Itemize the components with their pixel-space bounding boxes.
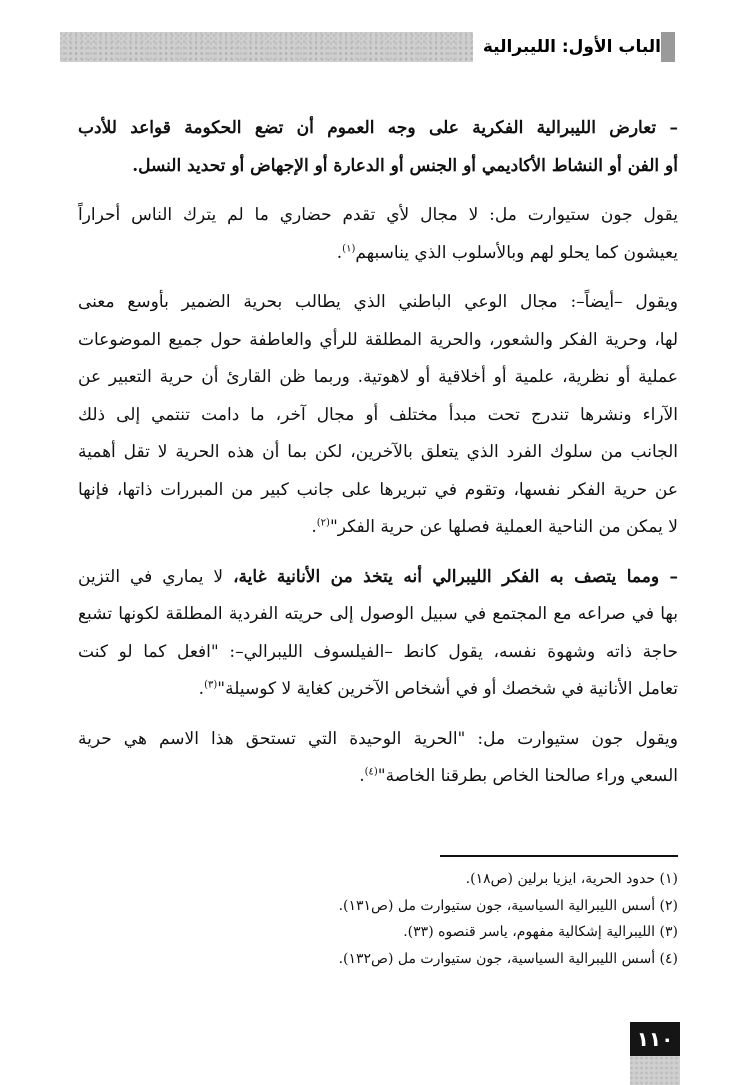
body-text bbox=[78, 110, 678, 808]
text-line bbox=[78, 559, 678, 597]
header-decorative-band bbox=[60, 32, 473, 62]
footnote-4: (٤) أسس الليبرالية السياسية، جون ستيوارت مل (ص١٣٢). bbox=[338, 950, 678, 967]
page-header bbox=[60, 32, 675, 62]
footnote-separator bbox=[440, 855, 678, 857]
text-line: عن حرية الفكر نفسها، وتقوم في تبريرها على جانب كبير من المبررات ذاتها، فإنها bbox=[78, 479, 678, 500]
footnote-ref[interactable]: (٣) bbox=[204, 679, 218, 691]
text-line: ويقول –أيضاً–: مجال الوعي الباطني الذي يطالب بحرية الضمير بأوسع معنى bbox=[78, 292, 678, 312]
footnote-ref[interactable]: (٤) bbox=[364, 766, 378, 778]
text-line: بها في صراعه مع المجتمع في سبيل الوصول إلى حريته الفردية المطلقة لكونها تشبع bbox=[78, 604, 678, 624]
text-line: يعيشون كما يحلو لهم وبالأسلوب الذي يناسبهم$^{(١)}$. bbox=[336, 242, 678, 263]
line-rest: لا يماري في التزين bbox=[78, 566, 234, 587]
text-line: الآراء ونشرها تندرج تحت مبدأ مختلف أو مجال آخر، ما دامت تنتمي إلى ذلك bbox=[78, 404, 678, 425]
footnote-3: (٣) الليبرالية إشكالية مفهوم، ياسر قنصوه (٣٣). bbox=[403, 924, 678, 940]
paragraph bbox=[78, 197, 678, 272]
text-line: السعي وراء صالحنا الخاص بطرقنا الخاصة"$^{(٤)}$. bbox=[359, 766, 678, 786]
footnote-1: (١) حدود الحرية، ايزيا برلين (ص١٨). bbox=[465, 871, 678, 887]
text-line: تعامل الأنانية في شخصك أو في أشخاص الآخرين كغاية لا كوسيلة"$^{(٣)}$. bbox=[198, 679, 678, 699]
text-line: لا يمكن من الناحية العملية فصلها عن حرية الفكر"$^{(٢)}$. bbox=[311, 517, 678, 537]
chapter-title: الباب الأول: الليبرالية bbox=[482, 37, 661, 57]
bold-phrase: – ومما يتصف به الفكر الليبرالي أنه يتخذ من الأنانية غاية، bbox=[233, 566, 678, 587]
footnote-ref[interactable]: (٢) bbox=[316, 517, 330, 529]
text-line: حاجة ذاته وشهوة نفسه، يقول كانط –الفيلسوف الليبرالي–: "افعل كما لو كنت bbox=[78, 641, 678, 662]
text-line: يقول جون ستيوارت مل: لا مجال لأي تقدم حضاري ما لم يترك الناس أحراراً bbox=[78, 205, 678, 225]
paragraph bbox=[78, 559, 678, 709]
footnotes bbox=[78, 866, 678, 972]
footnote-2: (٢) أسس الليبرالية السياسية، جون ستيوارت مل (ص١٣١). bbox=[338, 897, 678, 914]
text-line: أو الفن أو النشاط الأكاديمي أو الجنس أو الدعارة أو الإجهاض أو تحديد النسل. bbox=[132, 155, 678, 176]
footnote-ref[interactable]: (١) bbox=[342, 242, 356, 254]
text-line: ويقول جون ستيوارت مل: "الحرية الوحيدة التي تستحق هذا الاسم هي حرية bbox=[78, 728, 679, 749]
page-number: ١١٠ bbox=[630, 1022, 680, 1056]
text-line: لها، وحرية الفكر والشعور، والحرية المطلقة للرأي والعاطفة حول جميع الموضوعات bbox=[78, 329, 678, 350]
page-number-band bbox=[630, 1056, 680, 1085]
text-line: عملية أو نظرية، علمية أو أخلاقية أو لاهوتية. وربما ظن القارئ أن حرية التعبير عن bbox=[78, 367, 678, 387]
text-line: – تعارض الليبرالية الفكرية على وجه العموم أن تضع الحكومة قواعد للأدب bbox=[78, 118, 678, 138]
text-line: الجانب من سلوك الفرد الذي يتعلق بالآخرين، لكن بما أن هذه الحرية لا تقل أهمية bbox=[78, 442, 678, 462]
paragraph bbox=[78, 110, 678, 185]
header-band-edge bbox=[661, 32, 675, 62]
paragraph bbox=[78, 284, 678, 547]
paragraph bbox=[78, 721, 678, 796]
